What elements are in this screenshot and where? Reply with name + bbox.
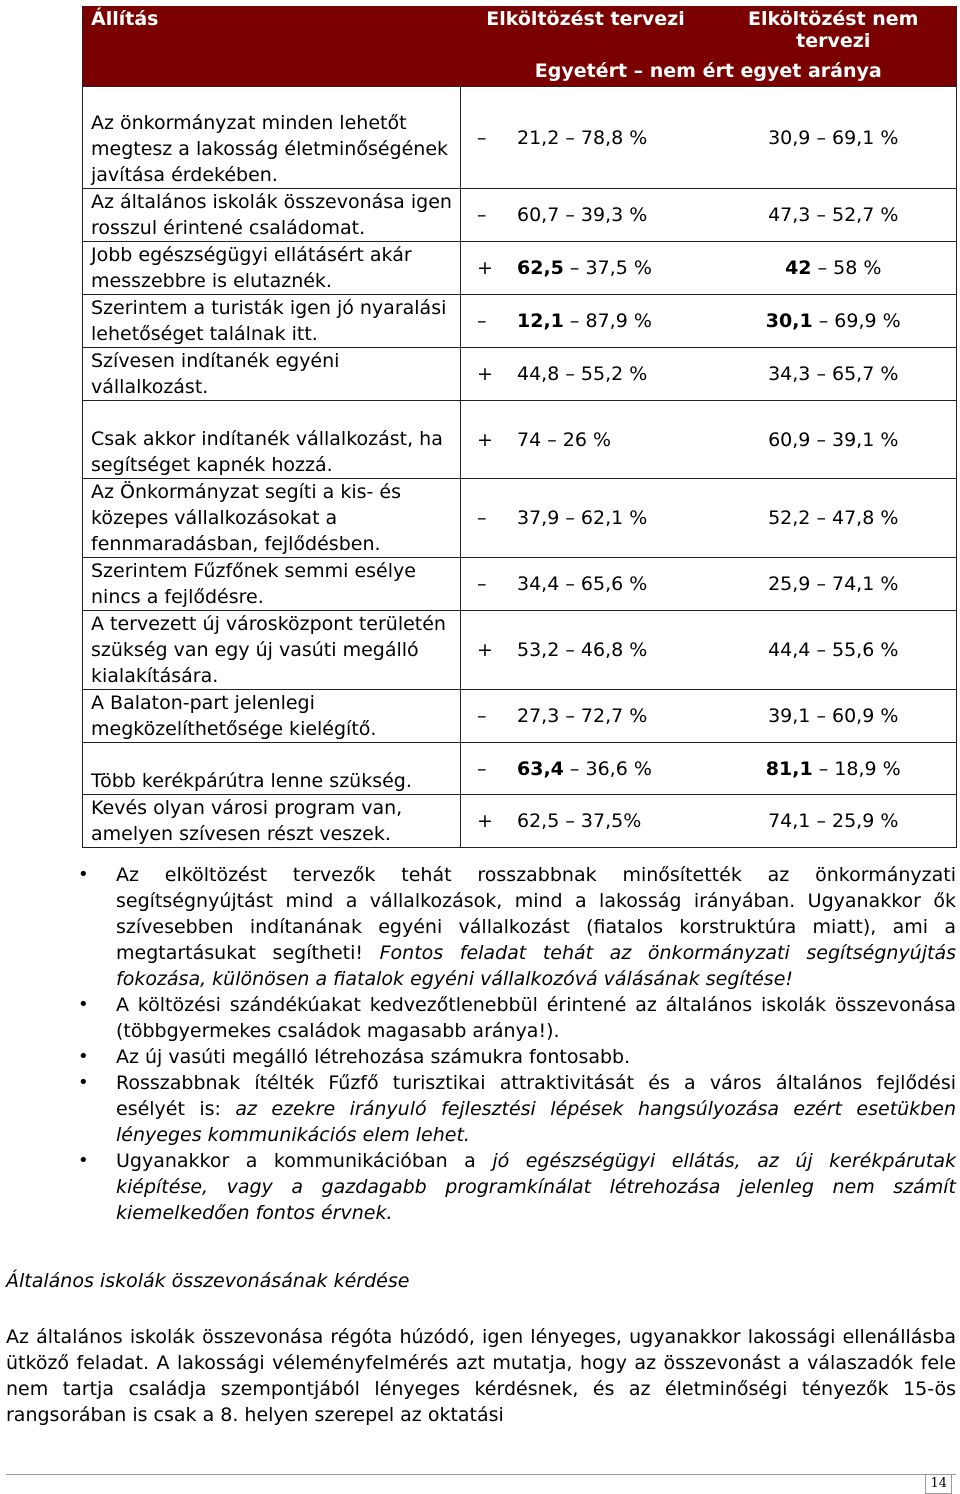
stay-disagree: 69,1 % xyxy=(832,126,899,149)
sign: + xyxy=(477,639,493,661)
survey-table xyxy=(82,6,957,848)
statement-cell: A Balaton-part jelenlegi megközelíthetősége kielégítő. xyxy=(83,690,461,743)
statement-cell: Szerintem a turisták igen jó nyaralási lehetőséget találnak itt. xyxy=(83,295,461,348)
stay-agree: 39,1 xyxy=(768,705,811,727)
bullet-text: A költözési szándékúakat kedvezőtlenebbül érintené az általános iskolák összevonása (többgyermekes családok magasabb aránya!). xyxy=(116,994,956,1042)
sign: + xyxy=(477,428,493,451)
statement-cell: Az Önkormányzat segíti a kis- és közepes vállalkozásokat a fennmaradásban, fejlődésben. xyxy=(83,479,461,558)
stay-agree: 60,9 xyxy=(768,428,811,451)
body-paragraph: Az általános iskolák összevonása régóta húzódó, igen lényeges, ugyanakkor lakossági ellenállásba ütköző feladat. A lakossági véleményfelmérés azt mutatja, hogy az összevonást a válaszadók fele nem tartja családja szempontjából lényeges kérdésnek, és az életminőségi tényezők 15-ös rangsorában is csak a 8. helyen szerepel az oktatási xyxy=(6,1326,956,1426)
move-disagree: 62,1 % xyxy=(580,507,648,529)
stay-disagree: 58 % xyxy=(833,257,882,279)
move-agree: 21,2 xyxy=(517,126,560,149)
table-row xyxy=(83,558,957,611)
sign: – xyxy=(477,204,487,226)
move-agree: 74 xyxy=(517,428,542,451)
table-row xyxy=(83,690,957,743)
header-subtitle: Egyetért – nem ért egyet aránya xyxy=(461,59,957,87)
move-disagree: 26 % xyxy=(562,428,612,451)
stay-disagree: 25,9 % xyxy=(832,810,899,832)
dash: – xyxy=(559,705,581,727)
sign: + xyxy=(477,810,493,832)
stay-agree: 42 xyxy=(785,257,812,279)
move-agree: 62,5 xyxy=(517,810,560,832)
dash: – xyxy=(563,757,586,780)
table-header-row xyxy=(83,6,957,59)
stay-cell xyxy=(711,795,957,848)
statement-cell: Az általános iskolák összevonása igen rosszul érintené családomat. xyxy=(83,189,461,242)
move-cell xyxy=(461,189,711,242)
conclusion-bullets xyxy=(72,862,956,1226)
move-agree: 34,4 xyxy=(517,573,560,595)
statement-cell: A tervezett új városközpont területén szükség van egy új vasúti megálló kialakítására. xyxy=(83,611,461,690)
statement-cell: Szerintem Fűzfőnek semmi esélye nincs a fejlődésre. xyxy=(83,558,461,611)
stay-disagree: 52,7 % xyxy=(832,204,899,226)
table-row xyxy=(83,401,957,479)
stay-cell xyxy=(711,479,957,558)
move-cell xyxy=(461,295,711,348)
sign: – xyxy=(477,757,487,780)
table-row xyxy=(83,743,957,795)
table-row xyxy=(83,87,957,189)
dash: – xyxy=(810,126,832,149)
sign: – xyxy=(477,507,487,529)
stay-cell xyxy=(711,743,957,795)
stay-cell xyxy=(711,242,957,295)
stay-disagree: 69,9 % xyxy=(834,310,901,332)
dash: – xyxy=(559,507,581,529)
statement-cell: Több kerékpárútra lenne szükség. xyxy=(83,743,461,795)
dash: – xyxy=(811,257,834,279)
table-row xyxy=(83,348,957,401)
stay-disagree: 65,7 % xyxy=(832,363,899,385)
stay-agree: 47,3 xyxy=(768,204,811,226)
page-number: 14 xyxy=(925,1474,952,1494)
move-agree: 37,9 xyxy=(517,507,560,529)
sign: – xyxy=(477,126,487,149)
move-disagree: 39,3 % xyxy=(580,204,648,226)
sign: – xyxy=(477,310,487,332)
stay-cell xyxy=(711,87,957,189)
stay-agree: 34,3 xyxy=(768,363,811,385)
statement-cell: Szívesen indítanék egyéni vállalkozást. xyxy=(83,348,461,401)
header-move: Elköltözést tervezi xyxy=(461,6,711,59)
stay-disagree: 18,9 % xyxy=(834,757,901,780)
statement-cell: Az önkormányzat minden lehetőt megtesz a lakosság életminőségének javítása érdekében. xyxy=(83,87,461,189)
move-agree: 53,2 xyxy=(517,639,560,661)
stay-disagree: 60,9 % xyxy=(832,705,899,727)
dash: – xyxy=(541,428,563,451)
move-disagree: 36,6 % xyxy=(585,757,652,780)
stay-cell xyxy=(711,348,957,401)
dash: – xyxy=(810,705,832,727)
stay-agree: 52,2 xyxy=(768,507,811,529)
header-statement: Állítás xyxy=(83,6,461,87)
header-stay: Elköltözést nem tervezi xyxy=(711,6,957,59)
table-body xyxy=(83,87,957,848)
bullet-item xyxy=(72,992,956,1044)
table-row xyxy=(83,189,957,242)
dash: – xyxy=(812,310,835,332)
bullet-text: Ugyanakkor a kommunikációban a xyxy=(116,1150,493,1172)
stay-cell xyxy=(711,611,957,690)
move-agree: 63,4 xyxy=(517,757,564,780)
dash: – xyxy=(810,204,832,226)
stay-disagree: 39,1 % xyxy=(832,428,899,451)
dash: – xyxy=(563,310,586,332)
move-cell xyxy=(461,87,711,189)
move-disagree: 46,8 % xyxy=(580,639,648,661)
move-cell xyxy=(461,479,711,558)
stay-agree: 30,9 xyxy=(768,126,811,149)
table-row xyxy=(83,611,957,690)
move-cell xyxy=(461,348,711,401)
move-agree: 27,3 xyxy=(517,705,560,727)
bullet-text: Az új vasúti megálló létrehozása számukra fontosabb. xyxy=(116,1046,631,1068)
dash: – xyxy=(563,257,586,279)
stay-agree: 44,4 xyxy=(768,639,811,661)
bullet-emphasis: az ezekre irányuló fejlesztési lépések hangsúlyozása ezért esetükben lényeges kommunikációs elem lehet. xyxy=(116,1098,956,1146)
bullet-item xyxy=(72,1044,956,1070)
move-cell xyxy=(461,795,711,848)
dash: – xyxy=(812,757,835,780)
dash: – xyxy=(810,573,832,595)
dash: – xyxy=(559,639,581,661)
stay-agree: 30,1 xyxy=(765,310,813,332)
sign: – xyxy=(477,705,487,727)
move-agree: 44,8 xyxy=(517,363,560,385)
stay-cell xyxy=(711,558,957,611)
move-cell xyxy=(461,690,711,743)
statement-cell: Csak akkor indítanék vállalkozást, ha segítséget kapnék hozzá. xyxy=(83,401,461,479)
dash: – xyxy=(559,126,581,149)
bullet-emphasis: Fontos feladat tehát az önkormányzati segítségnyújtás fokozása, különösen a fiatalok egyéni vállalkozóvá válásának segítése! xyxy=(116,942,956,990)
move-disagree: 37,5 % xyxy=(585,257,652,279)
stay-disagree: 55,6 % xyxy=(832,639,899,661)
dash: – xyxy=(810,363,832,385)
stay-agree: 81,1 xyxy=(765,757,813,780)
dash: – xyxy=(810,810,832,832)
move-agree: 62,5 xyxy=(517,257,564,279)
stay-cell xyxy=(711,690,957,743)
move-disagree: 78,8 % xyxy=(580,126,648,149)
move-cell xyxy=(461,743,711,795)
move-agree: 12,1 xyxy=(517,310,564,332)
dash: – xyxy=(559,573,581,595)
move-disagree: 55,2 % xyxy=(580,363,648,385)
bullet-text: Rosszabbnak ítélték Fűzfő turisztikai attraktivitását és a város általános fejlődési esélyét is: xyxy=(116,1072,956,1120)
table-row xyxy=(83,242,957,295)
stay-disagree: 74,1 % xyxy=(832,573,899,595)
statement-cell: Kevés olyan városi program van, amelyen szívesen részt veszek. xyxy=(83,795,461,848)
sign: + xyxy=(477,257,493,279)
table-row xyxy=(83,295,957,348)
stay-cell xyxy=(711,189,957,242)
move-cell xyxy=(461,401,711,479)
stay-agree: 25,9 xyxy=(768,573,811,595)
move-disagree: 87,9 % xyxy=(585,310,652,332)
table-row xyxy=(83,479,957,558)
move-disagree: 37,5% xyxy=(580,810,642,832)
dash: – xyxy=(559,810,581,832)
stay-cell xyxy=(711,401,957,479)
bullet-item xyxy=(72,862,956,992)
section-title: Általános iskolák összevonásának kérdése xyxy=(6,1270,410,1292)
dash: – xyxy=(810,428,832,451)
bullet-emphasis: jó egészségügyi ellátás, az új kerékpárutak kiépítése, vagy a gazdagabb programkínálat létrehozása jelenleg nem számít kiemelkedően fontos érvnek. xyxy=(116,1150,956,1224)
table-row xyxy=(83,795,957,848)
dash: – xyxy=(559,204,581,226)
statement-cell: Jobb egészségügyi ellátásért akár messzebbre is elutaznék. xyxy=(83,242,461,295)
bullet-item xyxy=(72,1148,956,1226)
dash: – xyxy=(810,639,832,661)
sign: – xyxy=(477,573,487,595)
bullet-item xyxy=(72,1070,956,1148)
dash: – xyxy=(810,507,832,529)
move-cell xyxy=(461,611,711,690)
stay-agree: 74,1 xyxy=(768,810,811,832)
move-disagree: 72,7 % xyxy=(580,705,648,727)
move-disagree: 65,6 % xyxy=(580,573,648,595)
sign: + xyxy=(477,363,493,385)
stay-disagree: 47,8 % xyxy=(832,507,899,529)
bullet-text: Az elköltözést tervezők tehát rosszabbnak minősítették az önkormányzati segítségnyújtást mind a vállalkozások, mind a lakosság irányában. Ugyanakkor ők szívesebben indítanának egyéni vállalkozást (fiatalos korstruktúra miatt), ami a megtartásukat segítheti! xyxy=(116,864,956,964)
dash: – xyxy=(559,363,581,385)
move-cell xyxy=(461,242,711,295)
footer-divider xyxy=(6,1474,956,1475)
move-cell xyxy=(461,558,711,611)
move-agree: 60,7 xyxy=(517,204,560,226)
stay-cell xyxy=(711,295,957,348)
